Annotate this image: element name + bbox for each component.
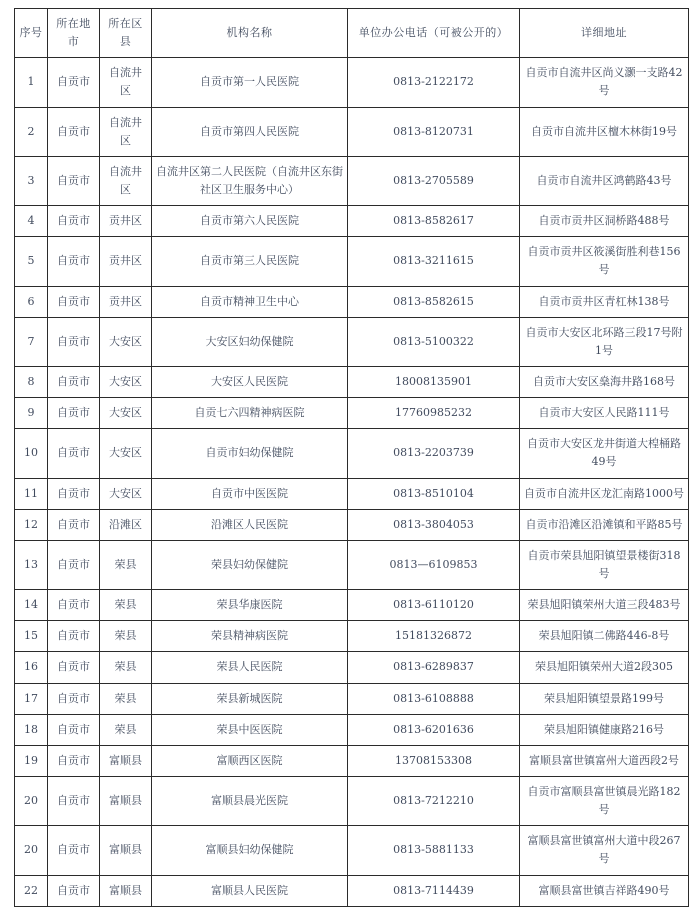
cell-serial-number: 9 [15,398,48,429]
table-row [15,776,689,825]
table-row [15,683,689,714]
cell-office-phone: 0813-5100322 [348,317,520,366]
cell-address: 自贡市大安区北环路三段17号附1号 [520,317,689,366]
cell-city: 自贡市 [48,826,100,875]
cell-serial-number: 11 [15,478,48,509]
cell-address: 自贡市自流井区尚义灏一支路42号 [520,58,689,107]
cell-address: 富顺县富世镇富州大道西段2号 [520,745,689,776]
cell-city: 自贡市 [48,317,100,366]
cell-county: 贡井区 [100,237,152,286]
cell-institution-name: 自贡市妇幼保健院 [152,429,348,478]
cell-city: 自贡市 [48,590,100,621]
cell-address: 富顺县富世镇吉祥路490号 [520,875,689,906]
cell-institution-name: 荣县人民医院 [152,652,348,683]
header-office-phone: 单位办公电话（可被公开的） [348,9,520,58]
cell-county: 荣县 [100,683,152,714]
cell-office-phone: 0813-2203739 [348,429,520,478]
cell-serial-number: 20 [15,776,48,825]
cell-institution-name: 荣县精神病医院 [152,621,348,652]
cell-serial-number: 22 [15,875,48,906]
cell-city: 自贡市 [48,429,100,478]
cell-office-phone: 13708153308 [348,745,520,776]
table-row [15,826,689,875]
cell-institution-name: 荣县妇幼保健院 [152,540,348,589]
cell-city: 自贡市 [48,366,100,397]
cell-county: 富顺县 [100,745,152,776]
cell-office-phone: 0813-2122172 [348,58,520,107]
cell-office-phone: 0813-8510104 [348,478,520,509]
table-row [15,58,689,107]
cell-institution-name: 自贡市第一人民医院 [152,58,348,107]
cell-institution-name: 荣县华康医院 [152,590,348,621]
cell-serial-number: 14 [15,590,48,621]
table-row [15,366,689,397]
cell-county: 贡井区 [100,206,152,237]
cell-serial-number: 6 [15,286,48,317]
table-row [15,317,689,366]
cell-city: 自贡市 [48,286,100,317]
cell-office-phone: 0813-6289837 [348,652,520,683]
cell-address: 自贡市沿滩区沿滩镇和平路85号 [520,509,689,540]
cell-address: 自贡市富顺县富世镇晨光路182号 [520,776,689,825]
table-row [15,652,689,683]
table-row [15,509,689,540]
cell-institution-name: 富顺县妇幼保健院 [152,826,348,875]
cell-city: 自贡市 [48,509,100,540]
cell-office-phone: 0813-3804053 [348,509,520,540]
table-row [15,237,689,286]
cell-city: 自贡市 [48,714,100,745]
cell-institution-name: 自贡市第三人民医院 [152,237,348,286]
cell-office-phone: 0813-8582615 [348,286,520,317]
cell-serial-number: 7 [15,317,48,366]
cell-serial-number: 10 [15,429,48,478]
cell-office-phone: 0813—6109853 [348,540,520,589]
cell-office-phone: 0813-7212210 [348,776,520,825]
cell-address: 荣县旭阳镇二佛路446-8号 [520,621,689,652]
cell-city: 自贡市 [48,156,100,205]
table-row [15,429,689,478]
cell-county: 荣县 [100,590,152,621]
header-institution-name: 机构名称 [152,9,348,58]
cell-office-phone: 0813-5881133 [348,826,520,875]
table-row [15,621,689,652]
cell-address: 自贡市大安区燊海井路168号 [520,366,689,397]
cell-serial-number: 17 [15,683,48,714]
cell-address: 荣县旭阳镇荣州大道2段305 [520,652,689,683]
cell-office-phone: 0813-8582617 [348,206,520,237]
cell-county: 荣县 [100,540,152,589]
cell-city: 自贡市 [48,652,100,683]
cell-institution-name: 自贡市第四人民医院 [152,107,348,156]
cell-serial-number: 13 [15,540,48,589]
cell-county: 自流井区 [100,107,152,156]
cell-address: 自贡市贡井区青杠林138号 [520,286,689,317]
cell-address: 荣县旭阳镇荣州大道三段483号 [520,590,689,621]
cell-county: 沿滩区 [100,509,152,540]
cell-serial-number: 15 [15,621,48,652]
cell-city: 自贡市 [48,107,100,156]
header-city: 所在地市 [48,9,100,58]
cell-institution-name: 大安区妇幼保健院 [152,317,348,366]
table-row [15,540,689,589]
cell-city: 自贡市 [48,58,100,107]
cell-institution-name: 自流井区第二人民医院（自流井区东街社区卫生服务中心） [152,156,348,205]
table-row [15,107,689,156]
table-row [15,156,689,205]
table-row [15,286,689,317]
cell-address: 自贡市自流井区鸿鹤路43号 [520,156,689,205]
header-county: 所在区县 [100,9,152,58]
cell-institution-name: 自贡七六四精神病医院 [152,398,348,429]
table-row [15,206,689,237]
cell-county: 荣县 [100,621,152,652]
cell-institution-name: 富顺西区医院 [152,745,348,776]
cell-county: 富顺县 [100,776,152,825]
cell-address: 自贡市自流井区龙汇南路1000号 [520,478,689,509]
cell-serial-number: 3 [15,156,48,205]
table-row [15,714,689,745]
cell-county: 荣县 [100,714,152,745]
table-row [15,478,689,509]
cell-office-phone: 0813-6201636 [348,714,520,745]
cell-county: 荣县 [100,652,152,683]
cell-county: 大安区 [100,366,152,397]
cell-institution-name: 自贡市精神卫生中心 [152,286,348,317]
cell-county: 大安区 [100,478,152,509]
table-header-row [15,9,689,58]
cell-serial-number: 18 [15,714,48,745]
cell-county: 富顺县 [100,875,152,906]
cell-institution-name: 荣县新城医院 [152,683,348,714]
cell-city: 自贡市 [48,745,100,776]
cell-institution-name: 自贡市第六人民医院 [152,206,348,237]
table-row [15,398,689,429]
cell-city: 自贡市 [48,206,100,237]
header-address: 详细地址 [520,9,689,58]
cell-institution-name: 富顺县晨光医院 [152,776,348,825]
cell-county: 大安区 [100,429,152,478]
cell-county: 大安区 [100,398,152,429]
cell-city: 自贡市 [48,621,100,652]
cell-county: 自流井区 [100,58,152,107]
cell-office-phone: 0813-3211615 [348,237,520,286]
hospital-directory-table [14,8,689,907]
cell-city: 自贡市 [48,478,100,509]
cell-city: 自贡市 [48,237,100,286]
cell-city: 自贡市 [48,776,100,825]
cell-county: 贡井区 [100,286,152,317]
cell-county: 富顺县 [100,826,152,875]
cell-city: 自贡市 [48,875,100,906]
cell-serial-number: 2 [15,107,48,156]
table-row [15,875,689,906]
cell-address: 富顺县富世镇富州大道中段267号 [520,826,689,875]
cell-institution-name: 自贡市中医医院 [152,478,348,509]
cell-institution-name: 大安区人民医院 [152,366,348,397]
cell-office-phone: 15181326872 [348,621,520,652]
table-row [15,590,689,621]
cell-address: 自贡市大安区龙井街道大楻桶路49号 [520,429,689,478]
header-serial-number: 序号 [15,9,48,58]
cell-serial-number: 16 [15,652,48,683]
cell-institution-name: 荣县中医医院 [152,714,348,745]
cell-serial-number: 12 [15,509,48,540]
table-body [15,58,689,906]
cell-serial-number: 20 [15,826,48,875]
cell-address: 荣县旭阳镇健康路216号 [520,714,689,745]
cell-address: 自贡市荣县旭阳镇望景楼街318号 [520,540,689,589]
cell-serial-number: 5 [15,237,48,286]
cell-county: 大安区 [100,317,152,366]
cell-office-phone: 0813-7114439 [348,875,520,906]
cell-serial-number: 4 [15,206,48,237]
cell-address: 自贡市自流井区檀木林街19号 [520,107,689,156]
table-row [15,745,689,776]
cell-office-phone: 0813-2705589 [348,156,520,205]
cell-city: 自贡市 [48,540,100,589]
cell-serial-number: 1 [15,58,48,107]
cell-institution-name: 富顺县人民医院 [152,875,348,906]
cell-office-phone: 0813-6108888 [348,683,520,714]
cell-serial-number: 8 [15,366,48,397]
cell-address: 自贡市贡井区筱溪街胜利巷156号 [520,237,689,286]
cell-serial-number: 19 [15,745,48,776]
cell-office-phone: 0813-6110120 [348,590,520,621]
cell-county: 自流井区 [100,156,152,205]
cell-office-phone: 17760985232 [348,398,520,429]
cell-city: 自贡市 [48,398,100,429]
cell-office-phone: 18008135901 [348,366,520,397]
cell-office-phone: 0813-8120731 [348,107,520,156]
cell-institution-name: 沿滩区人民医院 [152,509,348,540]
cell-address: 荣县旭阳镇望景路199号 [520,683,689,714]
cell-city: 自贡市 [48,683,100,714]
cell-address: 自贡市大安区人民路111号 [520,398,689,429]
cell-address: 自贡市贡井区洞桥路488号 [520,206,689,237]
